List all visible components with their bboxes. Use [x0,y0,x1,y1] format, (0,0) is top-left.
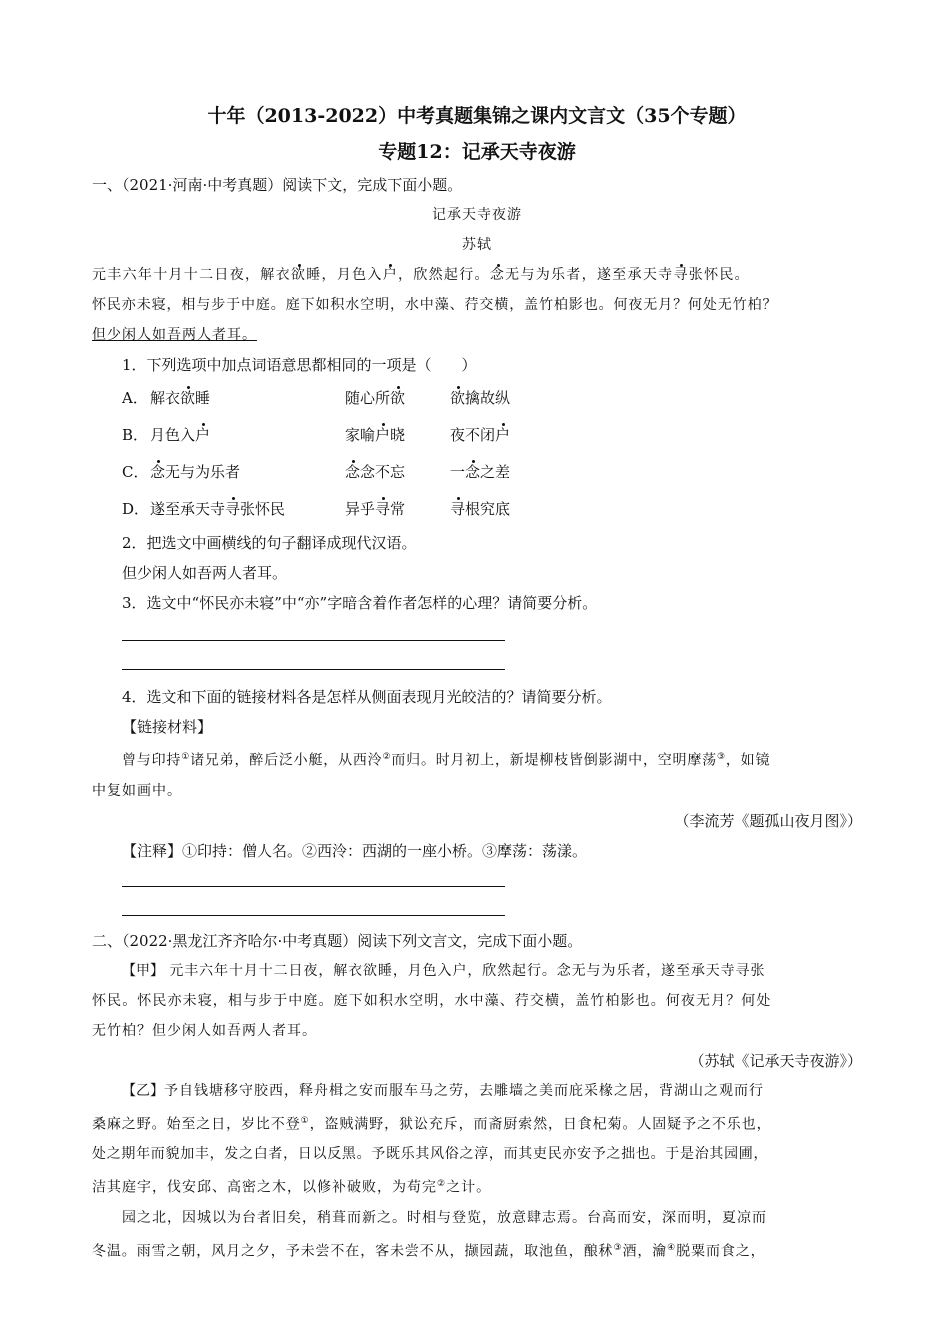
passage-line-3-underlined: 但少闲人如吾两人者耳。 [92,327,257,343]
passage-line-1: 元丰六年十月十二日夜，解衣欲睡，月色入户，欣然起行。念无与为乐者，遂至承天寺寻张怀民。 [92,267,750,283]
question-2-sentence: 但少闲人如吾两人者耳。 [122,564,288,582]
question-3: 3．选文中“怀民亦未寝”中“亦”字暗含着作者怎样的心理？请简要分析。 [122,594,598,612]
jia-source: （苏轼《记承天寺夜游》） [689,1051,862,1070]
yi-line-2: 桑麻之野。始至之日，岁比不登①，盗贼满野，狱讼充斥，而斋厨索然，日食杞菊。人固疑予之不乐也， [92,1115,772,1133]
page-title: 十年（2013-2022）中考真题集锦之课内文言文（35个专题） [207,105,747,127]
yi-line-1: 【乙】予自钱塘移守胶西，释舟楫之安而服车马之劳，去雕墙之美而庇采椽之居，背湖山之观而行 [122,1082,764,1099]
option-b[interactable]: B． 月色入户 家喻户晓 夜不闭户 [122,426,511,444]
option-d[interactable]: D． 遂至承天寺寻张怀民 异乎寻常 寻根究底 [122,500,511,518]
yi-line-4: 洁其庭宇，伐安邱、高密之木，以修补破败，为苟完②之计。 [92,1179,492,1196]
question-4: 4．选文和下面的链接材料各是怎样从侧面表现月光皎洁的？请简要分析。 [122,688,612,706]
jia-line-2: 怀民。怀民亦未寝，相与步于中庭。庭下如积水空明，水中藻、荇交横，盖竹柏影也。何夜无月？何处 [92,992,772,1009]
question-1: 1．下列选项中加点词语意思都相同的一项是（ ） [122,356,477,374]
jia-line-1: 【甲】 元丰六年十月十二日夜，解衣欲睡，月色入户，欣然起行。念无与为乐者，遂至承天寺寻张 [122,962,766,979]
passage-line-2: 怀民亦未寝，相与步于中庭。庭下如积水空明，水中藻、荇交横，盖竹柏影也。何夜无月？何处无竹柏？ [92,297,778,313]
yi-line-6: 冬温。雨雪之朝，风月之夕，予未尝不在，客未尝不从，撷园蔬，取池鱼，酿秫③酒，瀹④脱粟而食之， [92,1242,766,1260]
option-a[interactable]: A． 解衣欲睡 随心所欲 欲擒故纵 [122,389,511,407]
yi-line-3: 处之期年而貌加丰，发之白者，日以反黑。予既乐其风俗之淳，而其吏民亦安予之拙也。于是治其园圃， [92,1146,769,1163]
poem-author: 苏轼 [462,237,492,253]
link-material-source: （李流芳《题孤山夜月图》） [674,811,862,830]
option-c[interactable]: C． 念无与为乐者 念念不忘 一念之差 [122,463,511,481]
link-material-text-cont: 中复如画中。 [92,782,182,799]
page-subtitle: 专题12：记承天寺夜游 [378,141,576,163]
document-page [92,100,862,1267]
section2-intro: 二、（2022·黑龙江齐齐哈尔·中考真题）阅读下列文言文，完成下面小题。 [92,931,583,950]
notes: 【注释】①印持：僧人名。②西泠：西湖的一座小桥。③摩荡：荡漾。 [122,841,588,860]
options-list [92,380,862,528]
link-material-label: 【链接材料】 [122,718,213,736]
link-material-text: 曾与印持①诸兄弟，醉后泛小艇，从西泠②而归。时月初上，新堤柳枝皆倒影湖中，空明摩荡③，如镜 [122,752,771,769]
jia-line-3: 无竹柏？但少闲人如吾两人者耳。 [92,1022,317,1039]
poem-title: 记承天寺夜游 [432,207,522,223]
section1-intro: 一、（2021·河南·中考真题）阅读下文，完成下面小题。 [92,176,463,194]
yi-line-5: 园之北，因城以为台者旧矣，稍葺而新之。时相与登览，放意肆志焉。台高而安，深而明，夏凉而 [122,1209,767,1226]
question-2: 2．把选文中画横线的句子翻译成现代汉语。 [122,534,417,552]
